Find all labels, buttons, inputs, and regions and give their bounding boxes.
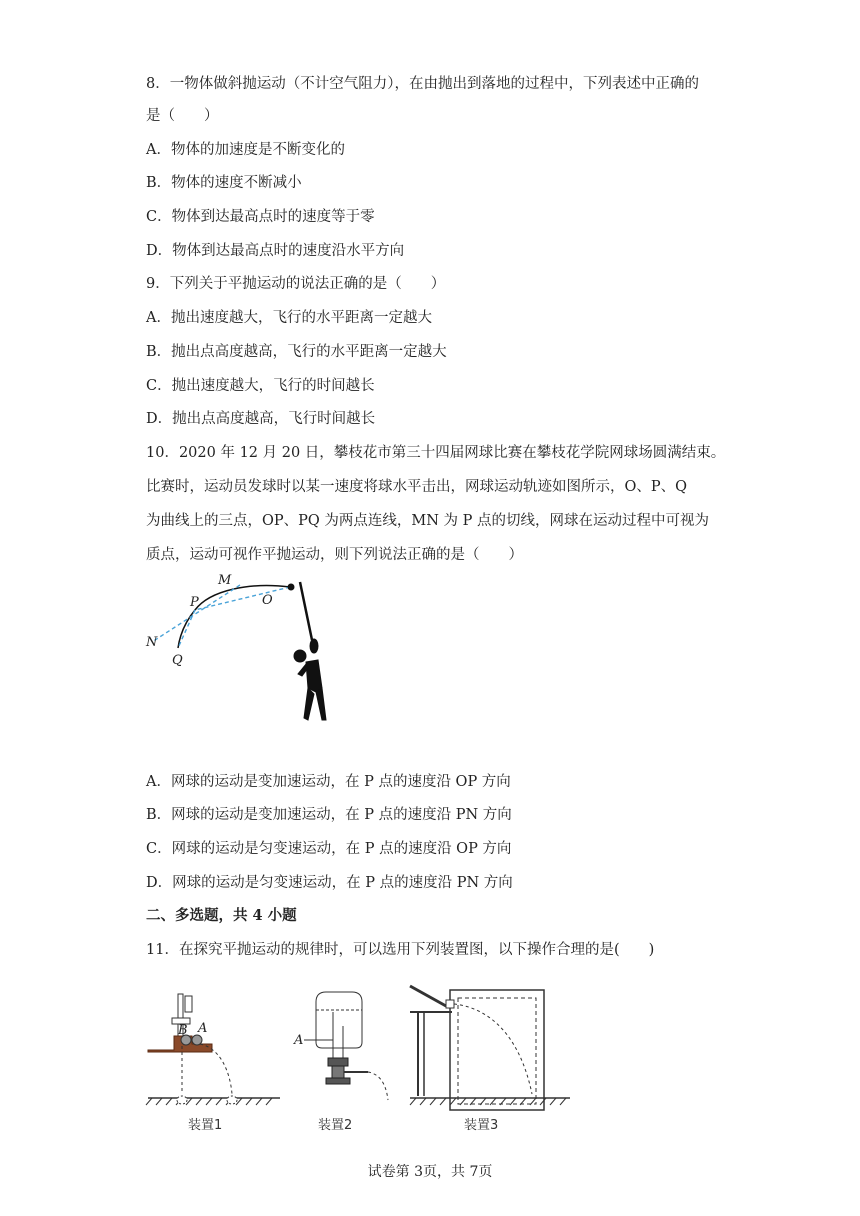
q9-option-d: D．抛出点高度越高，飞行时间越长 bbox=[146, 411, 376, 427]
label-q: Q bbox=[172, 653, 183, 668]
q8-option-a: A．物体的加速度是不断变化的 bbox=[146, 142, 345, 158]
q8-option-b: B．物体的速度不断减小 bbox=[146, 175, 302, 191]
label-o: O bbox=[262, 593, 273, 608]
caption-device2: 装置2 bbox=[318, 1118, 353, 1133]
q10-option-c: C．网球的运动是匀变速运动，在 P 点的速度沿 OP 方向 bbox=[146, 841, 512, 857]
q8-stem-line2: 是（ ） bbox=[146, 108, 219, 124]
label-p: P bbox=[190, 595, 199, 610]
ball bbox=[288, 584, 295, 591]
q9-option-c: C．抛出速度越大，飞行的时间越长 bbox=[146, 378, 375, 394]
label-m: M bbox=[218, 573, 232, 588]
q11-apparatus-figure bbox=[140, 976, 580, 1141]
q9-option-b: B．抛出点高度越高，飞行的水平距离一定越大 bbox=[146, 344, 447, 360]
q10-stem-line4: 质点，运动可视作平抛运动，则下列说法正确的是（ ） bbox=[146, 547, 523, 563]
caption-device3: 装置3 bbox=[464, 1118, 499, 1133]
caption-device1: 装置1 bbox=[188, 1118, 223, 1133]
q10-tennis-trajectory-figure bbox=[140, 570, 340, 730]
label-n: N bbox=[146, 635, 158, 650]
label-a-device1: A bbox=[198, 1021, 208, 1036]
apparatus-1 bbox=[146, 994, 280, 1133]
q10-option-a: A．网球的运动是变加速运动，在 P 点的速度沿 OP 方向 bbox=[146, 774, 511, 790]
player-silhouette bbox=[294, 582, 326, 720]
q10-option-b: B．网球的运动是变加速运动，在 P 点的速度沿 PN 方向 bbox=[146, 807, 512, 823]
q9-option-a: A．抛出速度越大，飞行的水平距离一定越大 bbox=[146, 310, 432, 326]
q8-option-d: D．物体到达最高点时的速度沿水平方向 bbox=[146, 243, 405, 259]
label-a-device2: A bbox=[294, 1033, 304, 1048]
apparatus-2 bbox=[293, 992, 388, 1133]
label-b: B bbox=[178, 1023, 188, 1038]
section-title-multi-choice: 二、多选题，共 4 小题 bbox=[146, 907, 297, 924]
q10-option-d: D．网球的运动是匀变速运动，在 P 点的速度沿 PN 方向 bbox=[146, 875, 513, 891]
q11-stem: 11．在探究平抛运动的规律时，可以选用下列装置图，以下操作合理的是( ) bbox=[146, 942, 655, 958]
q10-stem-line3: 为曲线上的三点，OP、PQ 为两点连线，MN 为 P 点的切线，网球在运动过程中可视为 bbox=[146, 513, 710, 529]
page-footer: 试卷第 3页，共 7页 bbox=[367, 1164, 493, 1180]
q8-stem-line1: 8．一物体做斜抛运动（不计空气阻力），在由抛出到落地的过程中，下列表述中正确的 bbox=[146, 76, 699, 92]
tangent-mn bbox=[152, 585, 240, 642]
q9-stem: 9．下列关于平抛运动的说法正确的是（ ） bbox=[146, 276, 446, 292]
q10-stem-line2: 比赛时，运动员发球时以某一速度将球水平击出，网球运动轨迹如图所示，O、P、Q bbox=[146, 479, 688, 495]
apparatus-3 bbox=[410, 986, 570, 1133]
q8-option-c: C．物体到达最高点时的速度等于零 bbox=[146, 209, 375, 225]
q10-stem-line1: 10．2020 年 12 月 20 日，攀枝花市第三十四届网球比赛在攀枝花学院网球场圆满结束。 bbox=[146, 445, 726, 461]
